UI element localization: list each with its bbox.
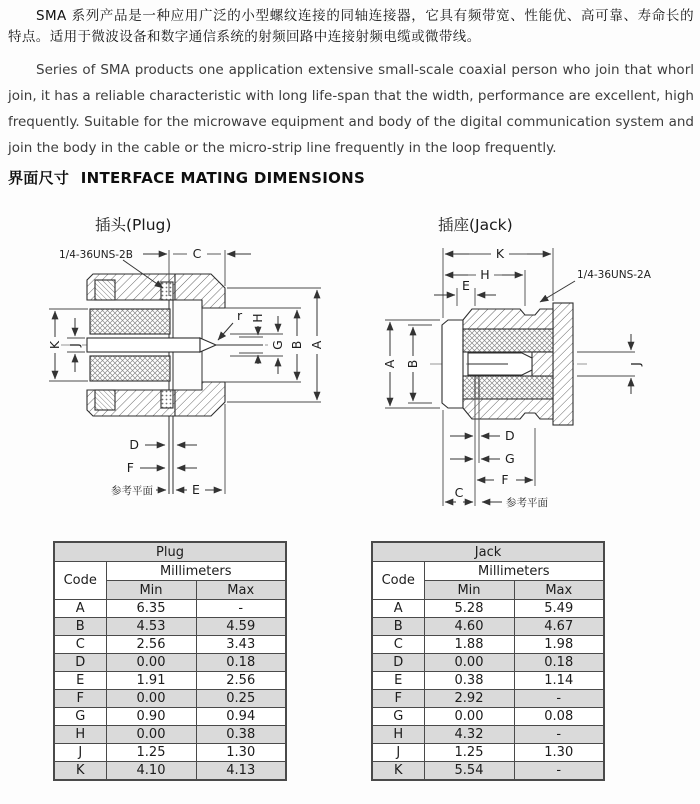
plug-dim-j-label: J [67,343,82,347]
dim-min-cell: 0.00 [424,708,514,726]
dim-max-cell: 1.14 [514,672,604,690]
jack-drawing [372,238,672,510]
dim-min-cell: 1.91 [106,672,196,690]
dim-code-cell: J [372,744,424,762]
dim-code-cell: D [372,654,424,672]
dim-min-cell: 0.38 [424,672,514,690]
dim-min-cell: 0.00 [424,654,514,672]
dim-max-cell: - [514,690,604,708]
plug-dim-e-label: E [192,482,200,497]
jack-table-body [372,600,604,781]
dim-code-cell: H [372,726,424,744]
intro-paragraph-en: Series of SMA products one application extensive small-scale coaxial person who join that whorl join, it has a reliable characteristic with long life-span that the width, performance are excellent, high frequently. Suitable for the microwave equipment and body of the digital communication system and join the body in the cable or the micro-strip line frequently in the loop frequently. [8,62,694,156]
dim-max-cell: 4.13 [196,762,286,781]
plug-dim-f-label: F [126,460,134,475]
plug-table-max-header: Max [196,581,286,600]
jack-drawing-title: 插座(Jack) [438,216,513,234]
table-row [372,618,604,636]
dim-code-cell: G [54,708,106,726]
jack-dim-d-label: D [505,428,515,443]
dim-max-cell: 0.25 [196,690,286,708]
table-row [372,690,604,708]
jack-dim-c-label: C [454,485,464,500]
dim-code-cell: H [54,726,106,744]
dim-max-cell: 0.94 [196,708,286,726]
dim-code-cell: F [54,690,106,708]
dim-code-cell: C [54,636,106,654]
jack-body-section [442,303,573,425]
plug-dim-g-label: G [270,340,285,350]
dim-min-cell: 6.35 [106,600,196,618]
plug-table-title: Plug [54,542,286,562]
dim-min-cell: 2.56 [106,636,196,654]
dim-max-cell: 4.67 [514,618,604,636]
table-row [54,726,286,744]
dim-max-cell: 1.30 [514,744,604,762]
plug-dim-k-label: K [47,340,62,350]
table-row [372,744,604,762]
dim-min-cell: 4.60 [424,618,514,636]
dim-code-cell: K [54,762,106,781]
jack-dimensions-table [371,541,605,781]
jack-thread-label: 1/4-36UNS-2A [577,269,651,281]
jack-dim-j-label: J [628,362,643,366]
dim-max-cell: 2.56 [196,672,286,690]
jack-dim-k-label: K [495,246,505,261]
table-row [372,600,604,618]
table-row [372,762,604,781]
plug-dim-h-label: H [250,313,265,323]
dim-max-cell: - [514,726,604,744]
table-row [372,672,604,690]
table-row [372,654,604,672]
dim-min-cell: 5.54 [424,762,514,781]
dim-code-cell: A [372,600,424,618]
jack-dim-g-label: G [505,451,515,466]
jack-dim-a-label: A [382,359,397,369]
dim-max-cell: 0.18 [196,654,286,672]
table-row [54,600,286,618]
dim-min-cell: 4.10 [106,762,196,781]
dim-code-cell: E [54,672,106,690]
dim-min-cell: 1.25 [424,744,514,762]
dim-min-cell: 0.00 [106,690,196,708]
dim-min-cell: 4.32 [424,726,514,744]
plug-table-min-header: Min [106,581,196,600]
plug-drawing-title: 插头(Plug) [95,216,172,234]
dim-min-cell: 4.53 [106,618,196,636]
jack-table-title: Jack [372,542,604,562]
dim-min-cell: 1.25 [106,744,196,762]
dim-code-cell: F [372,690,424,708]
jack-table-unit-header: Millimeters [424,562,604,581]
table-row [54,762,286,781]
plug-dim-b-label: B [289,340,304,350]
dim-min-cell: 0.90 [106,708,196,726]
jack-ref-plane-label: 参考平面 [506,497,548,509]
dim-min-cell: 1.88 [424,636,514,654]
table-row [54,744,286,762]
dim-max-cell: 1.98 [514,636,604,654]
dim-min-cell: 0.00 [106,654,196,672]
dim-max-cell: 0.18 [514,654,604,672]
dim-max-cell: 3.43 [196,636,286,654]
plug-body-section [87,274,263,494]
dim-code-cell: B [54,618,106,636]
dim-min-cell: 5.28 [424,600,514,618]
dim-code-cell: J [54,744,106,762]
jack-table-code-header: Code [372,562,424,600]
plug-table-unit-header: Millimeters [106,562,286,581]
jack-dim-h-label: H [480,267,490,282]
dim-code-cell: D [54,654,106,672]
plug-dim-a-label: A [309,340,324,350]
table-row [372,708,604,726]
plug-dim-d-label: D [129,437,139,452]
jack-dim-f-label: F [501,472,509,487]
dim-min-cell: 2.92 [424,690,514,708]
jack-table-max-header: Max [514,581,604,600]
plug-dimensions-table [53,541,287,781]
table-row [372,726,604,744]
table-row [54,654,286,672]
section-heading [8,167,365,188]
dim-code-cell: E [372,672,424,690]
jack-thread-callout [540,269,652,302]
jack-dim-e-label: E [462,278,470,293]
plug-thread-label: 1/4-36UNS-2B [59,249,133,261]
dim-code-cell: K [372,762,424,781]
jack-dim-b-label: B [405,359,420,369]
dim-code-cell: A [54,600,106,618]
table-row [54,636,286,654]
jack-table-min-header: Min [424,581,514,600]
dim-max-cell: - [514,762,604,781]
plug-dim-c-label: C [192,246,202,261]
table-row [54,690,286,708]
table-row [372,636,604,654]
dim-max-cell: 0.08 [514,708,604,726]
dim-max-cell: 1.30 [196,744,286,762]
plug-table-body [54,600,286,781]
section-heading-cn: 界面尺寸 [8,169,70,187]
table-row [54,708,286,726]
table-row [54,618,286,636]
intro-paragraph-cn: SMA 系列产品是一种应用广泛的小型螺纹连接的同轴连接器，它具有频带宽、性能优、高可靠、寿命长的特点。适用于微波设备和数字通信系统的射频回路中连接射频电缆或微带线。 [8,8,694,45]
plug-drawing [25,238,325,510]
dim-code-cell: C [372,636,424,654]
dim-min-cell: 0.00 [106,726,196,744]
plug-table-code-header: Code [54,562,106,600]
dim-max-cell: 4.59 [196,618,286,636]
dim-max-cell: - [196,600,286,618]
plug-dim-r-label: r [237,308,243,323]
table-row [54,672,286,690]
plug-ref-plane-label: 参考平面 [111,485,153,497]
section-heading-en: INTERFACE MATING DIMENSIONS [80,169,366,187]
dim-max-cell: 0.38 [196,726,286,744]
dim-code-cell: G [372,708,424,726]
dim-code-cell: B [372,618,424,636]
dim-max-cell: 5.49 [514,600,604,618]
